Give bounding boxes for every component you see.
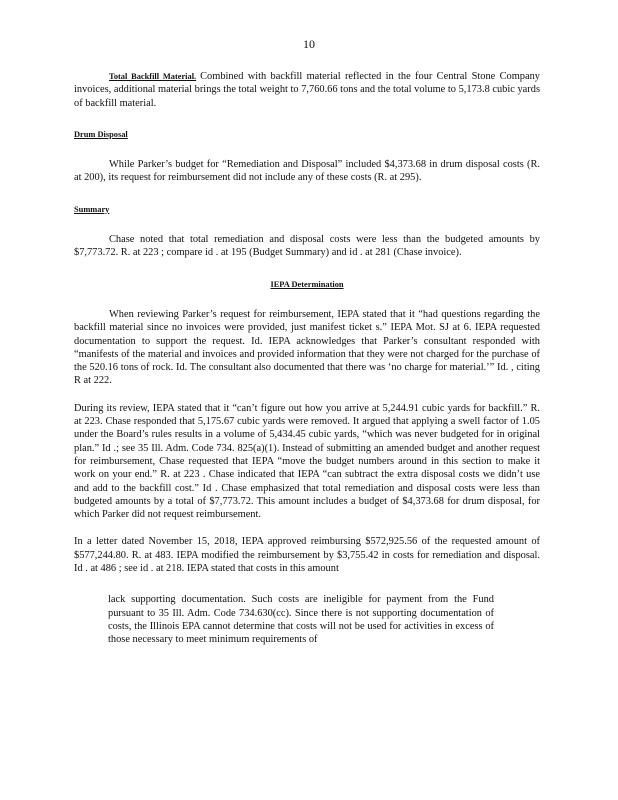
- page-number: 10: [303, 37, 315, 51]
- document-body: [74, 70, 540, 647]
- backfill-heading: Total Backfill Material.: [109, 72, 197, 81]
- backfill-paragraph: [74, 70, 540, 110]
- drum-paragraph: While Parker’s budget for “Remediation and Disposal” included $4,373.68 in drum disposal costs (R. at 200), its request for reimbursement did not include any of these costs (R. at 295).: [74, 159, 540, 184]
- block-quote: lack supporting documentation. Such costs are ineligible for payment from the Fund pursuant to 35 Ill. Adm. Code 734.630(cc). Since there is not supporting documentation of costs, the Illinois EPA cannot determine that costs will not be used for activities in excess of those necessary to meet minimum requirements of: [108, 594, 494, 646]
- summary-paragraph: Chase noted that total remediation and disposal costs were less than the budgeted amounts by $7,773.72. R. at 223 ; compare id . at 195 (Budget Summary) and id . at 281 (Chase invoice).: [74, 234, 540, 259]
- iepa-paragraph-3: In a letter dated November 15, 2018, IEPA approved reimbursing $572,925.56 of the requested amount of $577,244.80. R. at 483. IEPA modified the reimbursement by $3,755.42 in costs for remediation and disposal. Id . at 486 ; see id . at 218. IEPA stated that costs in this amount: [74, 536, 540, 575]
- summary-heading: Summary: [74, 204, 110, 214]
- iepa-paragraph-2: During its review, IEPA stated that it “can’t figure out how you arrive at 5,244.91 cubic yards for backfill.” R. at 223. Chase responded that 5,175.67 cubic yards were removed. It argued that applying a swell factor of 1.05 under the Board’s rules results in a volume of 5,434.45 cubic yards, “which was never budgeted for in original plan.” Id .; see 35 Ill. Adm. Code 734. 825(a)(1). Instead of submitting an amended budget and another request for reimbursement, Chase requested that IEPA “move the budget numbers around in this section to make it work on your end.” R. at 223 . Chase indicated that IEPA “can subtract the extra disposal costs we didn’t use and add to the backfill cost.” Id . Chase emphasized that total remediation and disposal costs were less than budgeted amounts by a total of $7,773.72. This amount includes a budget of $4,373.68 for drum disposal, for which Parker did not request reimbursement.: [74, 402, 540, 521]
- drum-heading: Drum Disposal: [74, 129, 128, 139]
- iepa-paragraph-1: When reviewing Parker’s request for reimbursement, IEPA stated that it “had questions regarding the backfill material since no invoices were provided, just manifest ticket s.” IEPA Mot. SJ at 6. IEPA requested documentation to support the request. Id. IEPA acknowledges that Parker’s consultant responded with “manifests of the material and invoices and provided information that they were not charged for the purchase of the 520.16 tons of rock. Id. The consultant also documented that there was ‘no charge for material.’” Id. , citing R at 222.: [74, 308, 540, 387]
- iepa-heading: IEPA Determination: [270, 279, 344, 289]
- backfill-text: Combined with backfill material reflected in the four Central Stone Company invoices, additional material brings the total weight to 7,760.66 tons and the total volume to 5,173.8 cubic yards of backfill material.: [74, 71, 540, 109]
